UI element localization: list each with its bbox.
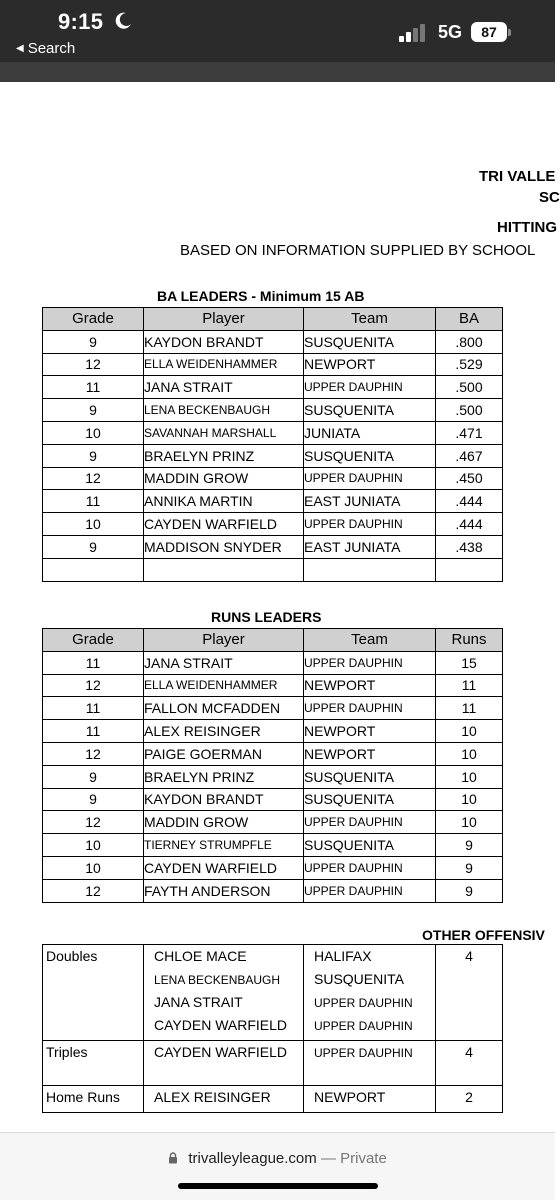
team-cell: SUSQUENITA <box>304 330 436 353</box>
grade-cell: 9 <box>43 535 144 558</box>
team-cell: NEWPORT <box>304 353 436 376</box>
player-name: CAYDEN WARFIELD <box>154 1044 288 1060</box>
team-name: NEWPORT <box>314 1089 386 1105</box>
stat-value-cell: .444 <box>436 513 503 536</box>
grade-cell: 11 <box>43 720 144 743</box>
player-cell: JANA STRAIT <box>144 376 304 399</box>
player-cell: FALLON MCFADDEN <box>144 697 304 720</box>
team-cell: SUSQUENITA <box>304 444 436 467</box>
address-bar[interactable] <box>0 1150 555 1167</box>
column-header-player: Player <box>144 308 304 331</box>
player-cell: ELLA WEIDENHAMMER <box>144 674 304 697</box>
table-row <box>43 856 503 879</box>
column-header-ba: BA <box>436 308 503 331</box>
grade-cell: 10 <box>43 421 144 444</box>
players-cell <box>144 1086 304 1113</box>
team-cell: EAST JUNIATA <box>304 535 436 558</box>
teams-cell <box>304 945 436 1041</box>
player-cell: KAYDON BRANDT <box>144 788 304 811</box>
header-source-note: BASED ON INFORMATION SUPPLIED BY SCHOOL <box>180 242 536 259</box>
column-header-player: Player <box>144 629 304 652</box>
player-cell: MADDIN GROW <box>144 467 304 490</box>
table-row <box>43 697 503 720</box>
stat-value-cell: .450 <box>436 467 503 490</box>
table-row <box>43 674 503 697</box>
team-cell: SUSQUENITA <box>304 399 436 422</box>
player-cell: BRAELYN PRINZ <box>144 765 304 788</box>
team-cell: UPPER DAUPHIN <box>304 513 436 536</box>
page-edge-band <box>0 62 555 82</box>
stat-value-cell: 9 <box>436 856 503 879</box>
ba-leaders-table <box>42 307 503 582</box>
column-header-team: Team <box>304 308 436 331</box>
runs-leaders-table <box>42 628 503 903</box>
battery-nub <box>508 29 511 36</box>
table-row <box>43 421 503 444</box>
runs-leaders-title: RUNS LEADERS <box>211 609 322 625</box>
team-cell: UPPER DAUPHIN <box>304 376 436 399</box>
private-label: Private <box>340 1150 387 1167</box>
player-name: JANA STRAIT <box>154 994 243 1010</box>
team-cell: UPPER DAUPHIN <box>304 811 436 834</box>
team-name: SUSQUENITA <box>314 971 404 987</box>
table-row <box>43 742 503 765</box>
team-cell: NEWPORT <box>304 720 436 743</box>
team-cell: EAST JUNIATA <box>304 490 436 513</box>
player-cell: ELLA WEIDENHAMMER <box>144 353 304 376</box>
table-row <box>43 399 503 422</box>
cellular-signal-icon <box>398 23 430 43</box>
grade-cell: 12 <box>43 353 144 376</box>
stat-value-cell: 10 <box>436 742 503 765</box>
team-cell: SUSQUENITA <box>304 765 436 788</box>
category-label: Doubles <box>43 945 144 1041</box>
header-hitting: HITTING <box>497 219 557 236</box>
table-row <box>43 513 503 536</box>
grade-cell: 11 <box>43 697 144 720</box>
header-subtitle: SC <box>539 189 560 206</box>
team-cell: NEWPORT <box>304 742 436 765</box>
table-row <box>43 879 503 902</box>
player-cell: FAYTH ANDERSON <box>144 879 304 902</box>
status-bar <box>0 0 555 62</box>
grade-cell: 11 <box>43 651 144 674</box>
team-cell: JUNIATA <box>304 421 436 444</box>
category-value: 4 <box>436 1041 503 1086</box>
back-arrow-icon: ◀ <box>16 43 24 54</box>
category-row <box>43 945 503 1041</box>
stat-value-cell: 10 <box>436 788 503 811</box>
moon-icon <box>113 11 133 31</box>
stat-value-cell: 9 <box>436 879 503 902</box>
url-separator: — <box>320 1150 336 1167</box>
url-domain: trivalleyleague.com <box>188 1150 317 1167</box>
column-header-team: Team <box>304 629 436 652</box>
player-name: CAYDEN WARFIELD <box>154 1017 288 1033</box>
category-value: 4 <box>436 945 503 1041</box>
category-label: Triples <box>43 1041 144 1086</box>
back-label: Search <box>27 40 76 57</box>
grade-cell: 9 <box>43 765 144 788</box>
grade-cell: 9 <box>43 788 144 811</box>
stat-value-cell: .471 <box>436 421 503 444</box>
player-name: CHLOE MACE <box>154 948 247 964</box>
player-name: LENA BECKENBAUGH <box>154 973 281 987</box>
team-cell: NEWPORT <box>304 674 436 697</box>
stat-value-cell: .438 <box>436 535 503 558</box>
network-type: 5G <box>438 22 463 42</box>
table-row <box>43 558 503 581</box>
grade-cell: 9 <box>43 330 144 353</box>
player-cell: ALEX REISINGER <box>144 720 304 743</box>
player-cell: PAIGE GOERMAN <box>144 742 304 765</box>
grade-cell: 12 <box>43 879 144 902</box>
stat-value-cell: 10 <box>436 765 503 788</box>
table-row <box>43 467 503 490</box>
column-header-runs: Runs <box>436 629 503 652</box>
stat-value-cell: .444 <box>436 490 503 513</box>
player-cell: LENA BECKENBAUGH <box>144 399 304 422</box>
stat-value-cell: .500 <box>436 376 503 399</box>
stat-value-cell: .500 <box>436 399 503 422</box>
category-value: 2 <box>436 1086 503 1113</box>
team-name: UPPER DAUPHIN <box>314 996 413 1010</box>
back-to-search-link[interactable] <box>16 40 75 57</box>
stat-value-cell: 11 <box>436 674 503 697</box>
lock-icon <box>168 1152 178 1164</box>
table-row <box>43 444 503 467</box>
table-row <box>43 834 503 857</box>
grade-cell: 10 <box>43 513 144 536</box>
grade-cell: 11 <box>43 490 144 513</box>
stat-value-cell <box>436 558 503 581</box>
category-row <box>43 1086 503 1113</box>
table-row <box>43 353 503 376</box>
table-row <box>43 535 503 558</box>
pdf-document[interactable] <box>0 82 560 1132</box>
category-label: Home Runs <box>43 1086 144 1113</box>
category-row <box>43 1041 503 1086</box>
players-cell <box>144 1041 304 1086</box>
team-cell: SUSQUENITA <box>304 834 436 857</box>
player-cell: JANA STRAIT <box>144 651 304 674</box>
stat-value-cell: .467 <box>436 444 503 467</box>
player-cell: CAYDEN WARFIELD <box>144 856 304 879</box>
table-header-row <box>43 629 503 652</box>
table-row <box>43 490 503 513</box>
stat-value-cell: 9 <box>436 834 503 857</box>
team-name: UPPER DAUPHIN <box>314 1046 413 1060</box>
grade-cell: 12 <box>43 811 144 834</box>
team-cell: UPPER DAUPHIN <box>304 697 436 720</box>
clock-time: 9:15 <box>58 9 104 34</box>
stat-value-cell: 10 <box>436 811 503 834</box>
table-row <box>43 788 503 811</box>
table-row <box>43 765 503 788</box>
teams-cell <box>304 1041 436 1086</box>
header-league-title: TRI VALLE <box>479 168 556 185</box>
table-row <box>43 720 503 743</box>
team-name: HALIFAX <box>314 948 372 964</box>
player-cell: TIERNEY STRUMPFLE <box>144 834 304 857</box>
teams-cell <box>304 1086 436 1113</box>
player-cell: ANNIKA MARTIN <box>144 490 304 513</box>
grade-cell: 9 <box>43 444 144 467</box>
table-header-row <box>43 308 503 331</box>
grade-cell: 10 <box>43 834 144 857</box>
grade-cell: 9 <box>43 399 144 422</box>
stat-value-cell: .800 <box>436 330 503 353</box>
players-cell <box>144 945 304 1041</box>
team-cell: UPPER DAUPHIN <box>304 651 436 674</box>
home-indicator[interactable] <box>178 1183 378 1189</box>
team-cell: UPPER DAUPHIN <box>304 467 436 490</box>
table-row <box>43 330 503 353</box>
stat-value-cell: 11 <box>436 697 503 720</box>
player-cell: SAVANNAH MARSHALL <box>144 421 304 444</box>
player-cell: MADDIN GROW <box>144 811 304 834</box>
stat-value-cell: .529 <box>436 353 503 376</box>
grade-cell: 10 <box>43 856 144 879</box>
battery-icon <box>471 22 511 42</box>
team-cell: SUSQUENITA <box>304 788 436 811</box>
team-cell <box>304 558 436 581</box>
grade-cell: 12 <box>43 674 144 697</box>
table-row <box>43 811 503 834</box>
team-cell: UPPER DAUPHIN <box>304 856 436 879</box>
stat-value-cell: 15 <box>436 651 503 674</box>
player-cell: KAYDON BRANDT <box>144 330 304 353</box>
team-name: UPPER DAUPHIN <box>314 1019 413 1033</box>
column-header-grade: Grade <box>43 629 144 652</box>
table-row <box>43 651 503 674</box>
table-row <box>43 376 503 399</box>
grade-cell: 12 <box>43 742 144 765</box>
player-cell <box>144 558 304 581</box>
other-offensive-table <box>42 944 503 1113</box>
player-cell: BRAELYN PRINZ <box>144 444 304 467</box>
battery-level: 87 <box>471 22 507 42</box>
stat-value-cell: 10 <box>436 720 503 743</box>
player-name: ALEX REISINGER <box>154 1089 271 1105</box>
other-offensive-title: OTHER OFFENSIV <box>422 927 545 943</box>
grade-cell <box>43 558 144 581</box>
grade-cell: 11 <box>43 376 144 399</box>
team-cell: UPPER DAUPHIN <box>304 879 436 902</box>
column-header-grade: Grade <box>43 308 144 331</box>
player-cell: CAYDEN WARFIELD <box>144 513 304 536</box>
browser-bottom-bar <box>0 1132 555 1200</box>
ba-leaders-title: BA LEADERS - Minimum 15 AB <box>157 288 365 304</box>
player-cell: MADDISON SNYDER <box>144 535 304 558</box>
grade-cell: 12 <box>43 467 144 490</box>
